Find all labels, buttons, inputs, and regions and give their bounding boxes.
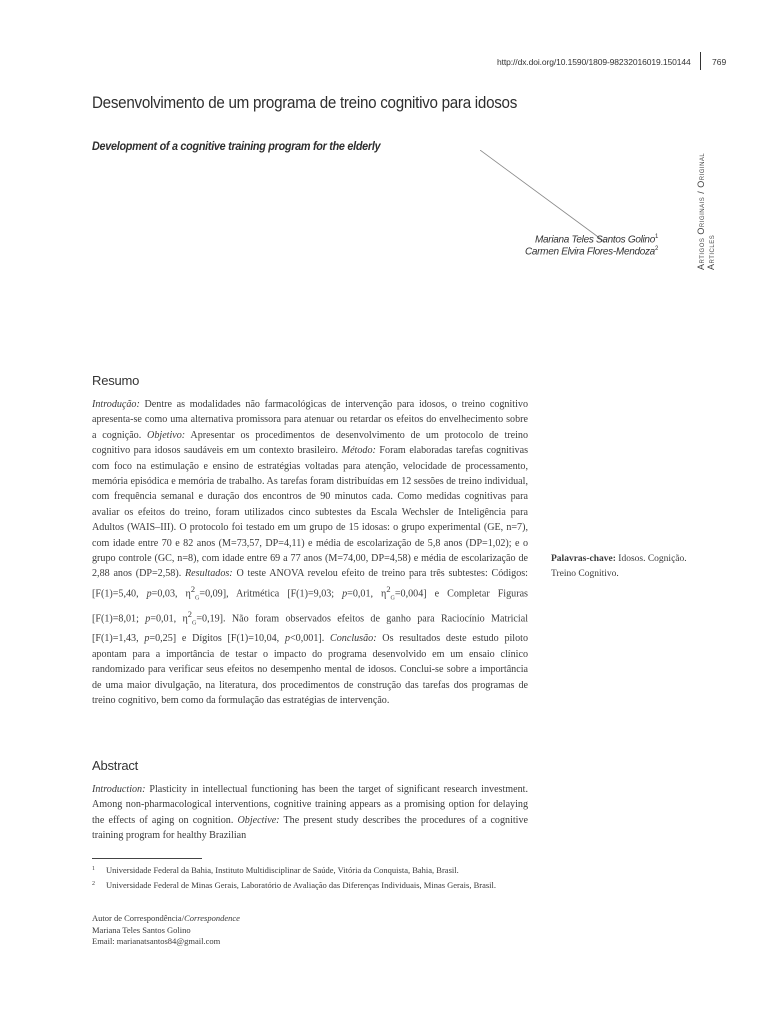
footnote-1: 1 Universidade Federal da Bahia, Instituto Multidisciplinar de Saúde, Vitória da Conquista, Bahia, Brasil. [92, 865, 459, 875]
author-1: Mariana Teles Santos Golino$^1$ [535, 234, 658, 246]
footnote-2: 2 Universidade Federal de Minas Gerais, Laboratório de Avaliação das Diferenças Individuais, Minas Gerais, Brasil. [92, 880, 497, 890]
footnote-divider [92, 858, 202, 859]
resumo-heading: Resumo [92, 373, 140, 388]
author-2: Carmen Elvira Flores-Mendoza$^2$ [524, 246, 658, 258]
doi-link[interactable]: http://dx.doi.org/10.1590/1809-98232016019.150144 [497, 57, 691, 67]
keywords: Palavras-chave: Idosos. Cognição. Treino Cognitivo. [551, 554, 687, 579]
resumo-body: Introdução: Dentre as modalidades não farmacológicas de intervenção para idosos, o treino cognitivo apresenta-se como uma alternativa promissora para atenuar ou retardar os efeitos do envelhecimento sobre a cognição. Objetivo: Apresentar os procedimentos de desenvolvimento de um protocolo de treino cognitivo para idosos saudáveis em um contexto brasileiro. Método: Foram elaboradas tarefas cognitivas com foco na estimulação e ensino de estratégias voltadas para atenção, velocidade de processamento, memória episódica e memória de trabalho. As tarefas foram distribuídas em 12 sessões de treino individual, com frequência semanal e duração dos encontros de 90 minutos cada. Como medidas cognitivas para avaliar os efeitos do treino, foram utilizados cinco subtestes da Escala Wechsler de Inteligência para Adultos (WAIS–III). O protocolo foi testado em um grupo de 15 idosas: o grupo experimental (GE, n=7), com idade entre 70 e 82 anos (M=73,57, DP=4,11) e média de escolarização de 5,8 anos (DP=1,02); e o grupo controle (GC, n=8), com idade entre 69 a 77 anos (M=74,00, DP=4,58) e média de escolarização de 2,88 anos (DP=2,58). Resultados: O teste ANOVA revelou efeito de treino para três subtestes: Códigos: [F(1)=5,40, p=0,03, $\eta^2_G=0,09$], Aritmética [F(1)=9,03; p=0,01, $\eta^2_G=0,004$] e Completar Figuras [F(1)=8,01; p=0,01, $\eta^2_G=0,19$]. Não foram observados efeitos de ganho para Raciocínio Matricial [F(1)=1,43, p=0,25] e Dígitos [F(1)=10,04, p<0,001]. Conclusão: Os resultados deste estudo piloto apontam para a importância de testar o impacto do programa desenvolvido em um ensaio clínico randomizado para verificar seus efeitos no desempenho mental de idosos. Conclui-se sobre a importância de uma maior divulgação, na literatura, dos procedimentos de construção das tarefas dos programas de treino cognitivo, bem como da formulação das estratégias de intervenção. [92, 399, 529, 707]
abstract-heading: Abstract [92, 758, 139, 773]
correspondence-name: Mariana Teles Santos Golino [92, 924, 191, 935]
section-label: Artigos Originais / Original Articles [696, 152, 716, 270]
abstract-body: Introduction: Plasticity in intellectual functioning has been the target of significant research investment. Among non-pharmacological interventions, cognitive training appears as a promising option for delaying the effects of aging on cognition. Objective: The present study describes the procedures of a cognitive training program for healthy Brazilian [92, 784, 528, 842]
page-number: 769 [712, 57, 727, 67]
article-title: Desenvolvimento de um programa de treino cognitivo para idosos [92, 94, 518, 112]
header-divider [700, 52, 701, 70]
correspondence-block [92, 913, 240, 948]
article-subtitle: Development of a cognitive training program for the elderly [92, 139, 381, 153]
correspondence-email[interactable]: Email: marianatsantos84@gmail.com [92, 936, 221, 946]
correspondence-label: Autor de Correspondência/Correspondence [92, 913, 240, 923]
